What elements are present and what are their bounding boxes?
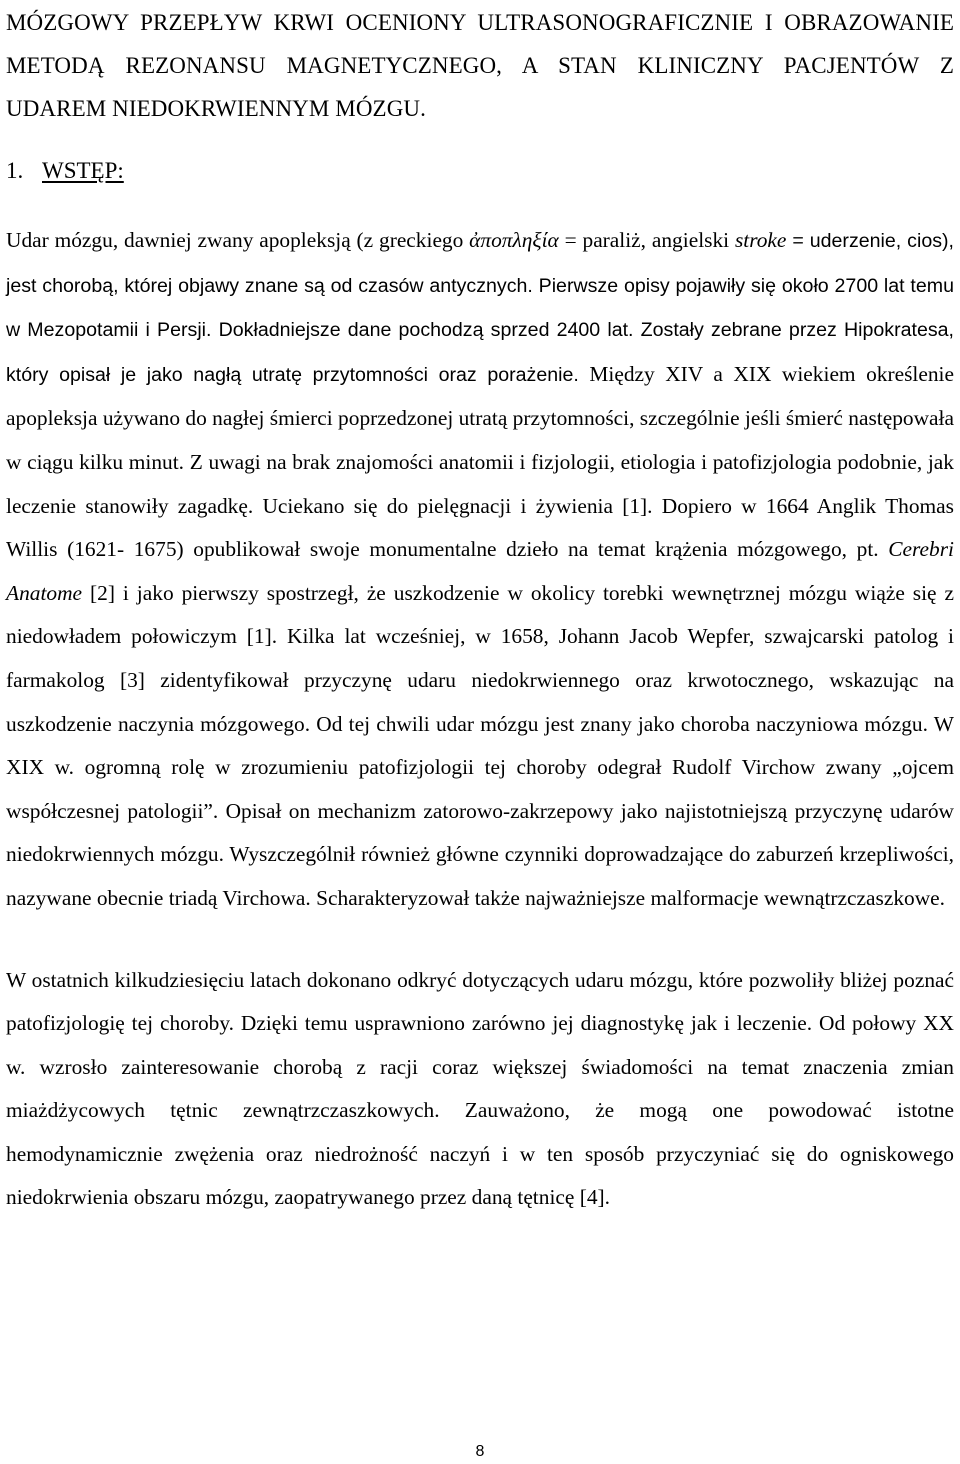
intro-paragraph <box>6 219 954 921</box>
intro-text-3: = uderzenie, cios), jest chorobą, której objawy znane są od czasów antycznych. Pierwsze opisy pojawiły się około 2700 lat temu w Mezopotamii i Persji. Dokładniejsze dane pochodzą sprzed 2400 lat. Zostały zebrane przez Hipokratesa, który opisał je jako nagłą utratę przytomności oraz porażenie. <box>6 230 954 386</box>
intro-text-1: Udar mózgu, dawniej zwany apopleksją (z greckiego <box>6 228 470 252</box>
second-paragraph: W ostatnich kilkudziesięciu latach dokonano odkryć dotyczących udaru mózgu, które pozwoliły bliżej poznać patofizjologię tej choroby. Dzięki temu usprawniono zarówno jej diagnostykę jak i leczenie. Od połowy XX w. wzrosło zainteresowanie chorobą z racji coraz większej świadomości na temat znaczenia zmian miażdżycowych tętnic zewnątrzczaszkowych. Zauważono, że mogą one powodować istotne hemodynamicznie zwężenia oraz niedrożność naczyń i w ten sposób przyczyniać się do ogniskowego niedokrwienia obszaru mózgu, zaopatrywanego przez daną tętnicę [4]. <box>6 967 954 1210</box>
document-page <box>6 0 954 1220</box>
book-title: Cerebri Anatome <box>6 537 954 605</box>
intro-text-7: [2] i jako pierwszy spostrzegł, że uszkodzenie w okolicy torebki wewnętrznej mózgu wiąże się z niedowładem połowiczym [1]. Kilka lat wcześniej, w 1658, Johann Jacob Wepfer, szwajcarski patolog i farmakolog [3] zidentyfikował przyczynę udaru niedokrwiennego oraz krwotocznego, wskazując na uszkodzenie naczynia mózgowego. Od tej chwili udar mózgu jest znany jako choroba naczyniowa mózgu. W XIX w. ogromną rolę w zrozumieniu patofizjologii tej choroby odegrał Rudolf Virchow zwany „ojcem współczesnej patologii”. Opisał on mechanizm zatorowo-zakrzepowy jako najistotniejszą przyczynę udarów niedokrwiennych mózgu. Wyszczególnił również główne czynniki doprowadzające do zaburzeń krzepliwości, nazywane obecnie triadą Virchowa. Scharakteryzował także najważniejsze malformacje wewnątrzczaszkowe. <box>6 580 954 910</box>
intro-text-4: Między XIV a XIX wiekiem określenie apopleksja używano do nagłej śmierci poprzedzonej utratą przytomności, szczególnie jeśli śmierć następowała w ciągu kilku minut. <box>6 361 954 474</box>
intro-text-5: Z uwagi na brak znajomości anatomii i fizjologii, etiologia i patofizjologia podobnie, jak leczenie stanowiły zagadkę. Uciekano się do pielęgnacji i żywienia [1]. <box>6 449 954 518</box>
document-title: MÓZGOWY PRZEPŁYW KRWI OCENIONY ULTRASONOGRAFICZNIE I OBRAZOWANIE METODĄ REZONANSU MAGNETYCZNEGO, A STAN KLINICZNY PACJENTÓW Z UDAREM NIEDOKRWIENNYM MÓZGU. <box>6 10 954 121</box>
section-heading <box>6 156 954 186</box>
english-term: stroke <box>734 228 787 252</box>
section-title: WSTĘP: <box>42 158 124 183</box>
section-number: 1. <box>6 158 24 183</box>
greek-term: ἀποπληξία <box>469 228 559 252</box>
intro-text-6: Dopiero w 1664 Anglik Thomas Willis (1621- 1675) opublikował swoje monumentalne dzieło na temat krążenia mózgowego, pt. <box>6 493 954 562</box>
intro-text-2: = paraliż, angielski <box>558 228 735 252</box>
page-number: 8 <box>475 1443 485 1460</box>
